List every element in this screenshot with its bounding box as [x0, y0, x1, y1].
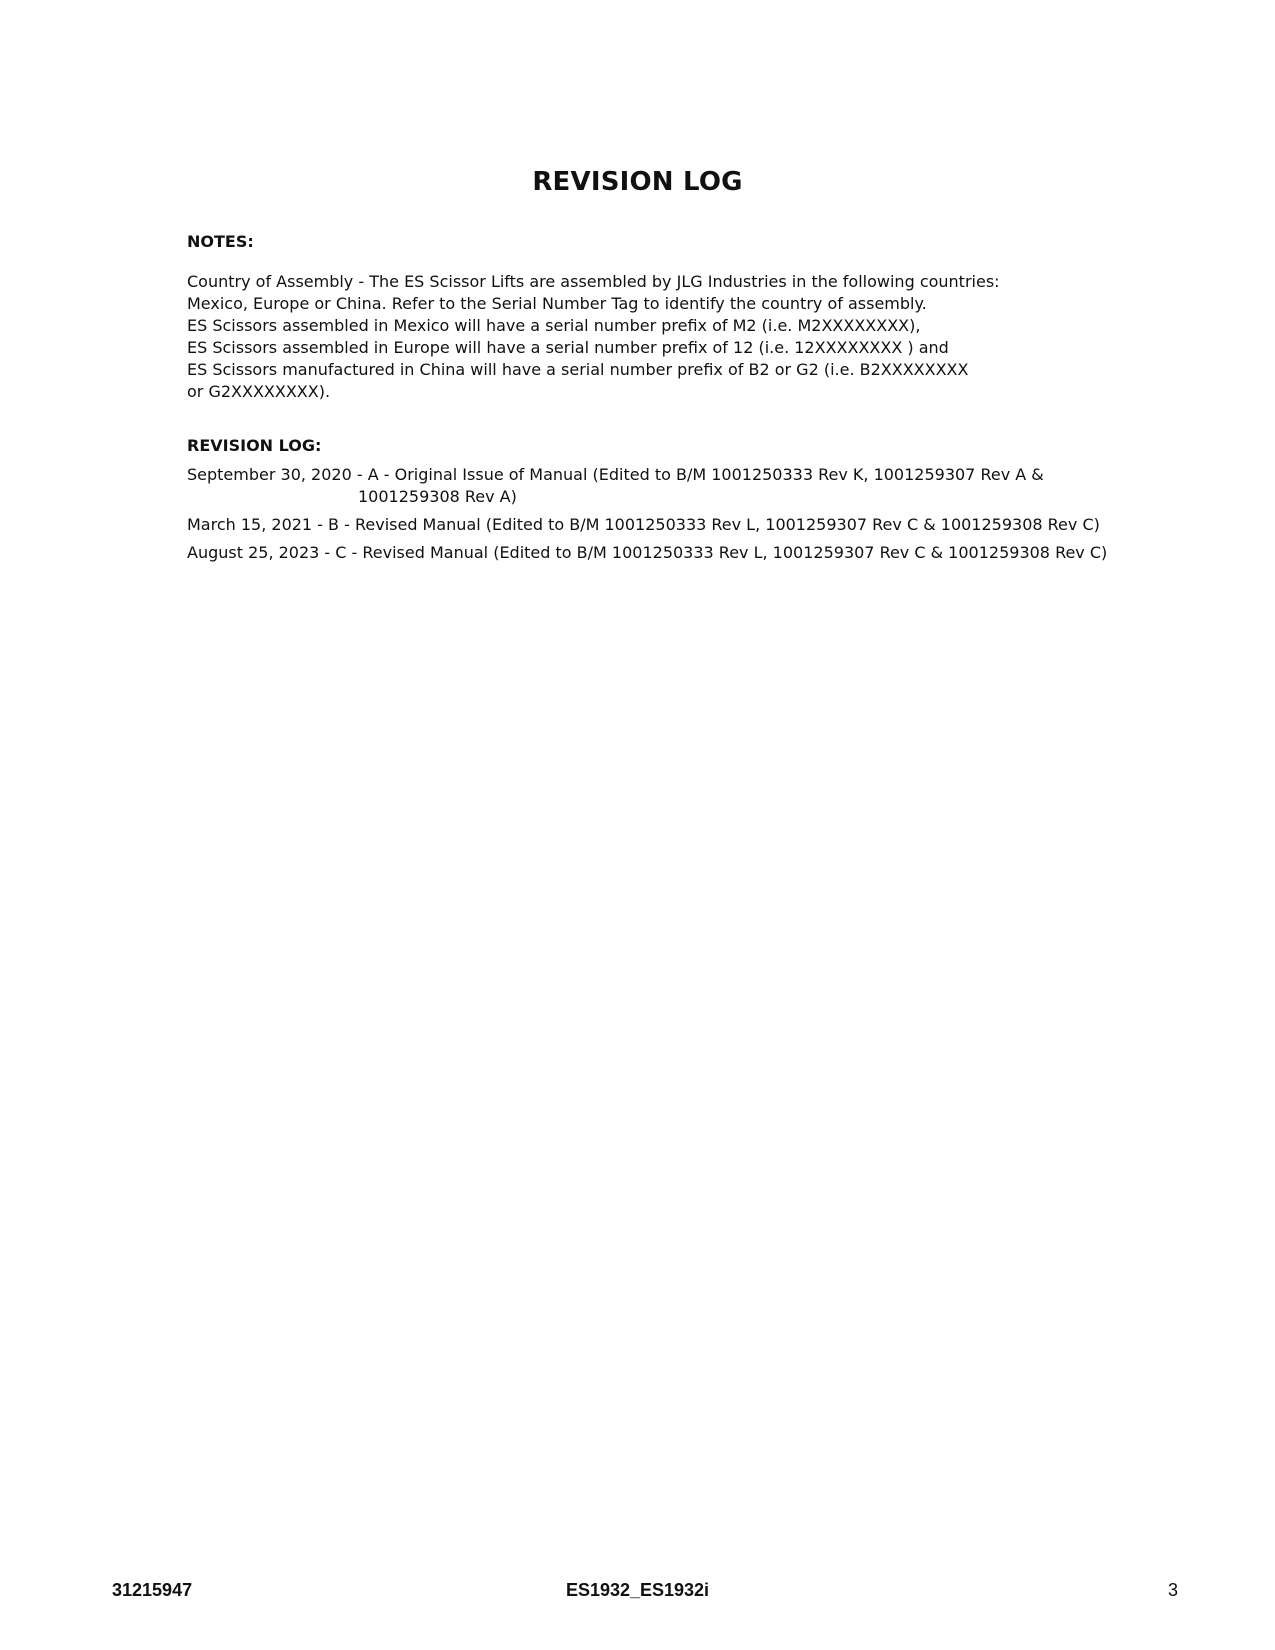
page-title: REVISION LOG: [532, 167, 743, 198]
footer-page-number: 3: [1168, 1580, 1179, 1600]
revision-entry-text: March 15, 2021 - B - Revised Manual (Edited to B/M 1001250333 Rev L, 1001259307 Rev C & 1001259308 Rev C): [187, 515, 1100, 534]
notes-line: ES Scissors assembled in Europe will have a serial number prefix of 12 (i.e. 12XXXXXXXX ) and: [187, 338, 949, 357]
notes-line: ES Scissors assembled in Mexico will have a serial number prefix of M2 (i.e. M2XXXXXXXX),: [187, 316, 921, 335]
revision-entry-continuation: 1001259308 Rev A): [358, 487, 517, 506]
revision-entry: [187, 514, 1107, 536]
notes-line: Country of Assembly - The ES Scissor Lifts are assembled by JLG Industries in the following countries:: [187, 272, 1000, 291]
footer-document-number: 31215947: [112, 1580, 193, 1600]
revision-entry: [187, 542, 1107, 564]
notes-body: [187, 271, 1087, 403]
notes-line: ES Scissors manufactured in China will have a serial number prefix of B2 or G2 (i.e. B2XXXXXXXX: [187, 360, 969, 379]
notes-line: or G2XXXXXXXX).: [187, 382, 331, 401]
revision-entry: [187, 464, 1107, 508]
revision-log-list: [187, 464, 1107, 570]
revision-entry-text: August 25, 2023 - C - Revised Manual (Edited to B/M 1001250333 Rev L, 1001259307 Rev C & 1001259308 Rev C): [187, 543, 1108, 562]
notes-heading: NOTES:: [187, 232, 254, 251]
revision-log-heading: REVISION LOG:: [187, 436, 322, 455]
revision-entry-text: September 30, 2020 - A - Original Issue of Manual (Edited to B/M 1001250333 Rev K, 1001259307 Rev A &: [187, 465, 1044, 484]
notes-line: Mexico, Europe or China. Refer to the Serial Number Tag to identify the country of assembly.: [187, 294, 927, 313]
footer-model: ES1932_ES1932i: [565, 1580, 710, 1600]
